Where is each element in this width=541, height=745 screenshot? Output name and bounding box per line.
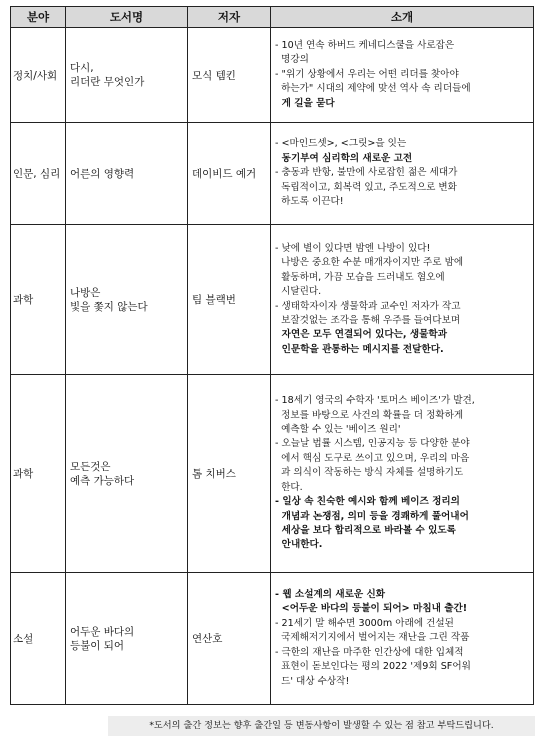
description-line: - 극한의 재난을 마주한 인간상에 대한 입체적 [275,646,464,658]
header-genre: 분야 [11,7,66,28]
description-line: - 10년 연속 하버드 케네디스쿨을 사로잡은 [275,39,455,51]
table-row [11,573,534,705]
author-cell: 데이비드 예거 [188,123,271,225]
title-line: 빛을 쫓지 않는다 [70,300,148,313]
description-line: 정보를 바탕으로 사건의 확률을 더 정확하게 [275,409,464,421]
description-line: - 충동과 반항, 불만에 사로잡힌 젊은 세대가 [275,167,458,179]
description-line: - 생태학자이자 생물학과 교수인 저자가 작고 [275,300,461,312]
genre-cell: 정치/사회 [11,28,66,123]
description-line: 에서 핵심 도구로 쓰이고 있으며, 우리의 마음 [275,452,470,464]
description-line: 나방은 중요한 수분 매개자이지만 주로 밤에 [275,257,464,269]
author-cell: 모식 템킨 [188,28,271,123]
description-line: - 일상 속 친숙한 예시와 함께 베이즈 정리의 [275,496,460,508]
description-line: 예측할 수 있는 '베이즈 원리' [275,424,401,436]
description-line: 표현이 돋보인다는 평의 2022 '제9회 SF어워 [275,661,471,673]
description-cell [271,573,534,705]
book-table [10,6,534,705]
description-line: 독립적이고, 회복력 있고, 주도적으로 변화 [275,181,457,193]
description-cell [271,123,534,225]
title-line: 예측 가능하다 [70,474,135,487]
description-line: - 오늘날 법률 시스템, 인공지능 등 다양한 분야 [275,438,470,450]
title-line: 모든것은 [70,460,111,473]
description-line: - 웹 소설계의 새로운 신화 [275,589,386,601]
description-line: 하는가" 시대의 제약에 맞선 역사 속 리더들에 [275,83,471,95]
description-line: 한다. [275,481,303,493]
description-line: - "위기 상황에서 우리는 어떤 리더를 찾아야 [275,68,459,80]
description-line: 국제해저기지에서 벌어지는 재난을 그린 작품 [275,632,470,644]
header-row [11,7,534,28]
genre-cell: 과학 [11,375,66,573]
title-cell [66,573,188,705]
genre-cell: 인문, 심리 [11,123,66,225]
description-line: 게 길을 묻다 [275,97,335,109]
description-line: 드' 대상 수상작! [275,675,350,687]
description-line: 개념과 논쟁점, 의미 등을 경쾌하게 풀어내어 [275,510,469,522]
title-line: 어두운 바다의 [70,625,135,638]
description-cell [271,28,534,123]
footnote: *도서의 출간 정보는 향후 출간일 등 변동사항이 발생할 수 있는 점 참고 부탁드립니다. [108,716,535,736]
title-line: 리더란 무엇인가 [70,76,145,88]
genre-cell: 과학 [11,225,66,375]
title-cell [66,28,188,123]
description-line: - 18세기 영국의 수학자 '토머스 베이즈'가 발견, [275,395,475,407]
description-line: 동기부여 심리학의 새로운 고전 [275,152,413,164]
header-description: 소개 [271,7,534,28]
description-line: - <마인드셋>, <그릿>을 잇는 [275,138,407,150]
author-cell: 팀 블랙번 [188,225,271,375]
table-row [11,123,534,225]
description-line: 자연은 모두 연결되어 있다는, 생물학과 [275,329,447,341]
table-row [11,225,534,375]
description-cell [271,375,534,573]
description-line: 세상을 보다 합리적으로 바라볼 수 있도록 [275,524,456,536]
description-line: 보잘것없는 조각을 통해 우주를 들여다보며 [275,314,461,326]
title-line: 나방은 [70,286,101,299]
description-cell [271,225,534,375]
author-cell: 연산호 [188,573,271,705]
title-cell [66,123,188,225]
author-cell: 톰 치버스 [188,375,271,573]
genre-cell: 소설 [11,573,66,705]
description-line: - 낮에 별이 있다면 밤엔 나방이 있다! [275,242,431,254]
description-line: 하도록 이끈다! [275,196,344,208]
header-title: 도서명 [66,7,188,28]
table-row [11,375,534,573]
book-rows [11,28,534,705]
title-line: 등불이 되어 [70,639,125,652]
description-line: 인문학을 관통하는 메시지를 전달한다. [275,343,444,355]
title-line: 어른의 영향력 [70,167,135,180]
description-line: 시달린다. [275,286,322,298]
description-line: 과 의식이 작동하는 방식 자체를 설명하기도 [275,467,464,479]
table-row [11,28,534,123]
description-line: <어두운 바다의 등불이 되어> 마침내 출간! [275,603,468,615]
header-author: 저자 [188,7,271,28]
description-line: 안내한다. [275,539,323,551]
description-line: 명강의 [275,54,309,66]
title-line: 다시, [70,62,94,74]
title-cell [66,375,188,573]
description-line: 활동하며, 가끔 모습을 드러내도 혐오에 [275,271,445,283]
title-cell [66,225,188,375]
description-line: - 21세기 말 해수면 3000m 아래에 건설된 [275,617,454,629]
